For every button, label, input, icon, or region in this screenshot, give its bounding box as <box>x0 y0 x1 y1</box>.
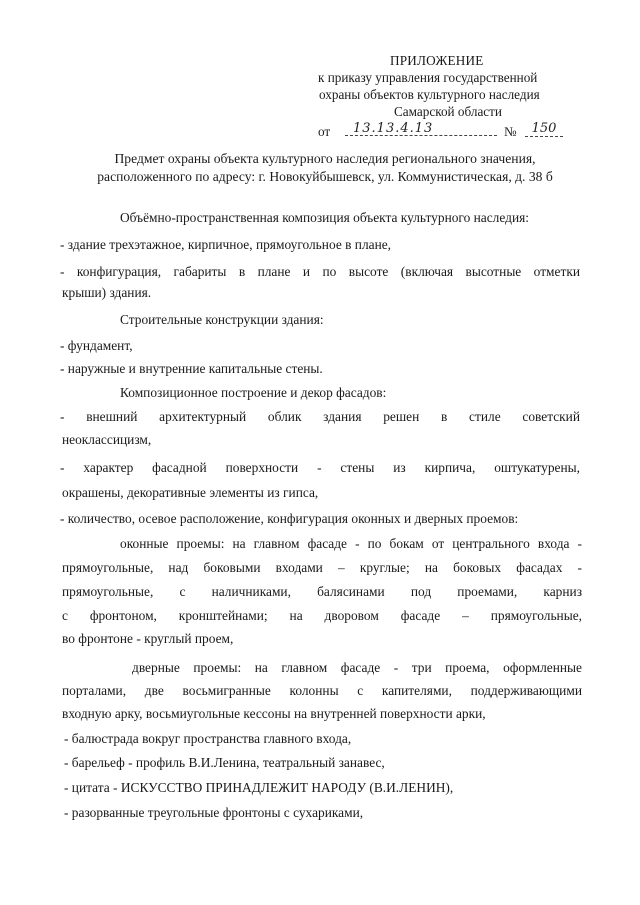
list-item: - здание трехэтажное, кирпичное, прямоугольное в плане, <box>60 237 392 252</box>
window-openings-text: во фронтоне - круглый проем, <box>62 631 234 646</box>
list-item: - фундамент, <box>60 338 133 353</box>
list-item: - балюстрада вокруг пространства главного входа, <box>64 731 352 746</box>
window-openings-text: оконные проемы: на главном фасаде - по бокам от центрального входа - <box>120 536 582 551</box>
window-openings-text: прямоугольные, с наличниками, балясинами под проемами, карниз <box>62 584 582 599</box>
appendix-header <box>318 52 618 142</box>
order-reference-line-2: охраны объектов культурного наследия <box>319 87 540 102</box>
subject-line-2: расположенного по адресу: г. Новокуйбышевск, ул. Коммунистическая, д. 38 б <box>97 169 553 184</box>
handwritten-date: 13.13.4.13 <box>345 120 497 136</box>
list-item: - наружные и внутренние капитальные стены. <box>60 361 323 376</box>
number-prefix: № <box>504 124 517 139</box>
list-item: - цитата - ИСКУССТВО ПРИНАДЛЕЖИТ НАРОДУ (В.И.ЛЕНИН), <box>64 780 454 795</box>
order-reference-line-1: к приказу управления государственной <box>318 70 538 85</box>
date-prefix: от <box>318 124 331 139</box>
section-heading-facades: Композиционное построение и декор фасадов: <box>120 385 387 400</box>
list-item-continuation: крыши) здания. <box>62 285 152 300</box>
list-item: - внешний архитектурный облик здания решен в стиле советский <box>60 409 580 424</box>
section-heading-structures: Строительные конструкции здания: <box>120 312 324 327</box>
list-item: - конфигурация, габариты в плане и по высоте (включая высотные отметки <box>60 264 580 279</box>
list-item: - характер фасадной поверхности - стены из кирпича, оштукатурены, <box>60 460 580 475</box>
order-reference-line-3: Самарской области <box>394 104 502 119</box>
window-openings-text: с фронтоном, кронштейнами; на дворовом фасаде – прямоугольные, <box>62 608 582 623</box>
door-openings-text: входную арку, восьмиугольные кессоны на внутренней поверхности арки, <box>62 706 486 721</box>
document-subject <box>40 150 610 186</box>
door-openings-text: дверные проемы: на главном фасаде - три проема, оформленные <box>132 660 582 675</box>
list-item-continuation: окрашены, декоративные элементы из гипса, <box>62 485 319 500</box>
door-openings-text: порталами, две восьмигранные колонны с капителями, поддерживающими <box>62 683 582 698</box>
order-date-number-line <box>318 122 618 142</box>
list-item: - количество, осевое расположение, конфигурация оконных и дверных проемов: <box>60 511 519 526</box>
list-item: - разорванные треугольные фронтоны с сухариками, <box>64 805 364 820</box>
list-item-continuation: неоклассицизм, <box>62 432 152 447</box>
subject-line-1: Предмет охраны объекта культурного наследия регионального значения, <box>114 151 536 166</box>
appendix-title: ПРИЛОЖЕНИЕ <box>390 53 484 68</box>
handwritten-number: 150 <box>525 120 563 137</box>
window-openings-text: прямоугольные, над боковыми входами – круглые; на боковых фасадах - <box>62 560 582 575</box>
list-item: - барельеф - профиль В.И.Ленина, театральный занавес, <box>64 755 385 770</box>
section-heading-volume: Объёмно-пространственная композиция объекта культурного наследия: <box>120 210 529 225</box>
